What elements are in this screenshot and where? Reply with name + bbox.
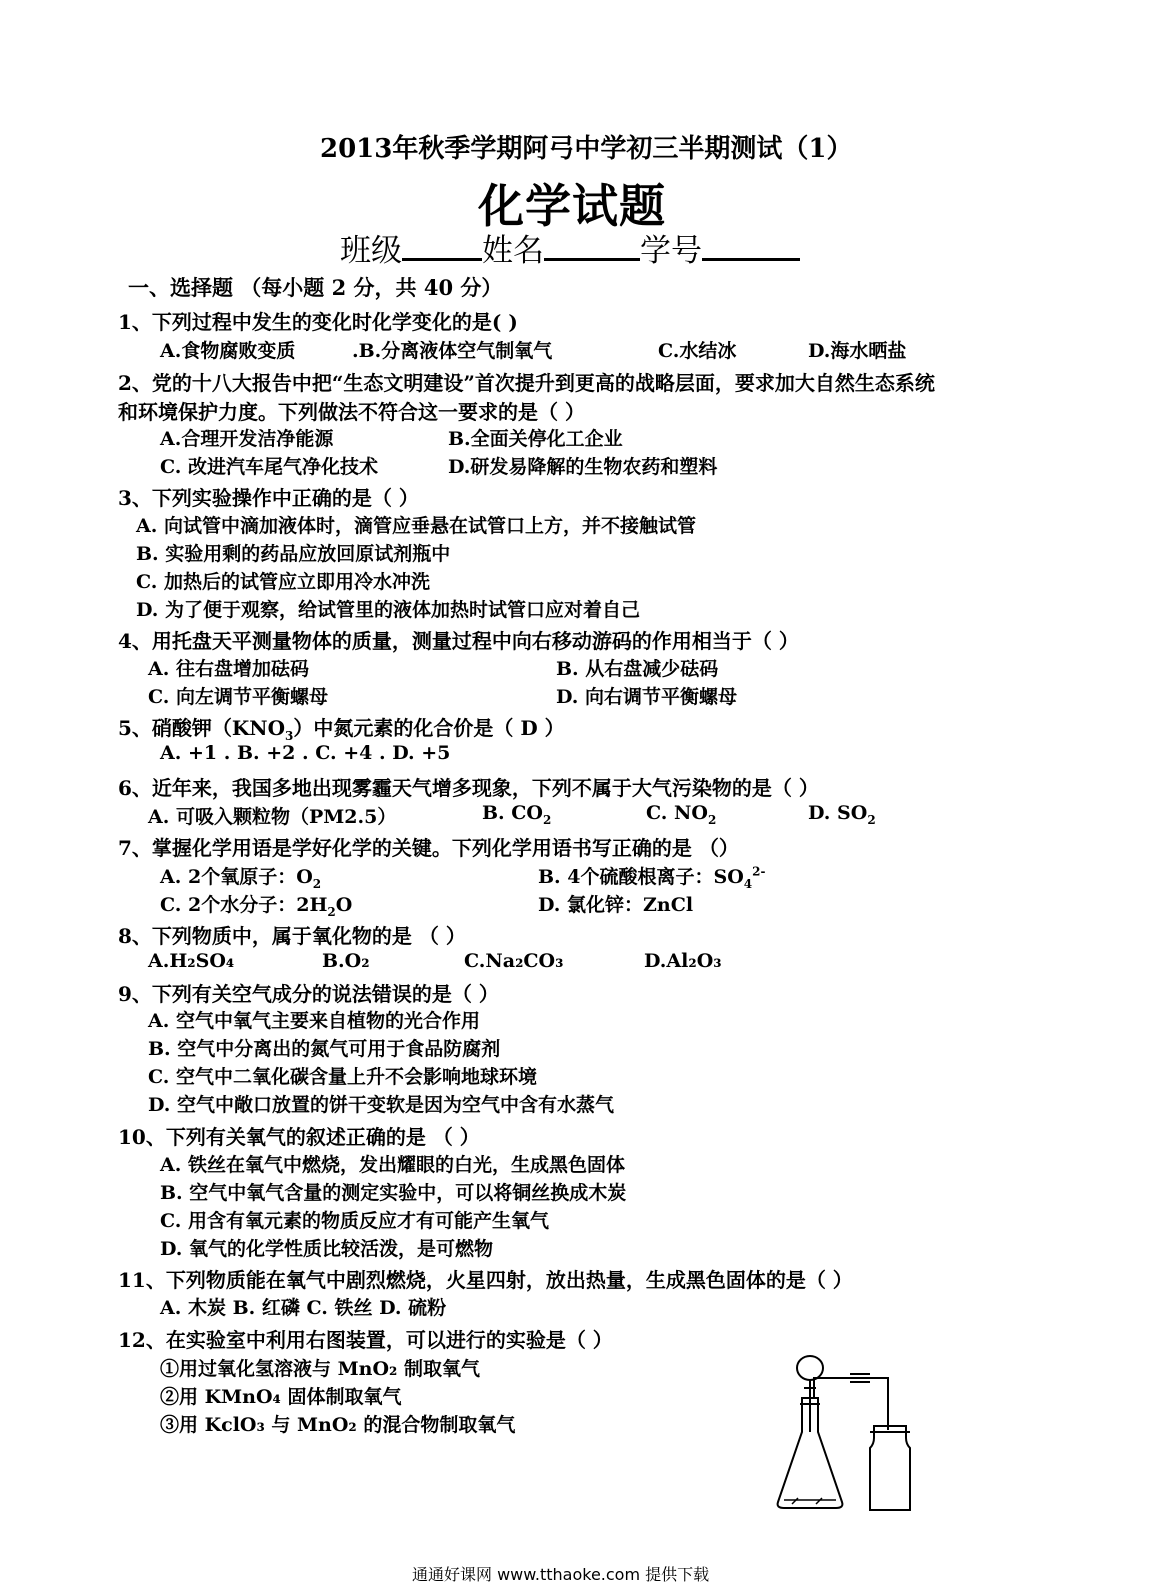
q4-option-a: A. 往右盘增加砝码 bbox=[148, 658, 309, 680]
question-8-stem: 8、下列物质中，属于氧化物的是 （ ） bbox=[118, 924, 466, 948]
q9-option-d: D. 空气中敞口放置的饼干变软是因为空气中含有水蒸气 bbox=[148, 1094, 615, 1116]
q1-option-b: .B.分离液体空气制氧气 bbox=[352, 340, 553, 362]
q3-option-a: A. 向试管中滴加液体时，滴管应垂悬在试管口上方，并不接触试管 bbox=[136, 515, 696, 537]
q7-option-b: B. 4个硫酸根离子：$SO_4^{2-}$ bbox=[538, 864, 766, 891]
q11-options: A. 木炭 B. 红磷 C. 铁丝 D. 硫粉 bbox=[160, 1297, 447, 1319]
question-12-stem: 12、在实验室中利用右图装置，可以进行的实验是（ ） bbox=[118, 1328, 613, 1352]
q8-option-a: A.H₂SO₄ bbox=[148, 950, 235, 972]
q8-option-b: B.O₂ bbox=[322, 950, 370, 972]
q3-option-d: D. 为了便于观察，给试管里的液体加热时试管口应对着自己 bbox=[136, 599, 641, 621]
question-9-stem: 9、下列有关空气成分的说法错误的是（ ） bbox=[118, 982, 499, 1006]
question-10-stem: 10、下列有关氧气的叙述正确的是 （ ） bbox=[118, 1125, 480, 1149]
q7-option-d: D. 氯化锌：ZnCl bbox=[538, 894, 694, 916]
q6-option-b: B. $CO_2$ bbox=[482, 802, 552, 827]
q3-option-b: B. 实验用剩的药品应放回原试剂瓶中 bbox=[136, 543, 451, 565]
q10-option-c: C. 用含有氧元素的物质反应才有可能产生氧气 bbox=[160, 1210, 550, 1232]
q4-option-d: D. 向右调节平衡螺母 bbox=[556, 686, 738, 708]
name-label: 姓名 bbox=[482, 233, 544, 269]
q6-option-c: C. $NO_2$ bbox=[646, 802, 717, 827]
q12-statement-2: ②用 KMnO₄ 固体制取氧气 bbox=[160, 1386, 402, 1408]
q1-option-c: C.水结冰 bbox=[658, 340, 737, 362]
q9-option-b: B. 空气中分离出的氮气可用于食品防腐剂 bbox=[148, 1038, 501, 1060]
question-2-stem-line1: 2、党的十八大报告中把“生态文明建设”首次提升到更高的战略层面，要求加大自然生态系统 bbox=[118, 371, 935, 395]
q10-option-d: D. 氧气的化学性质比较活泼，是可燃物 bbox=[160, 1238, 494, 1260]
student-info-line bbox=[340, 225, 800, 270]
q4-option-c: C. 向左调节平衡螺母 bbox=[148, 686, 329, 708]
q2-option-b: B.全面关停化工企业 bbox=[448, 428, 623, 450]
q2-option-c: C. 改进汽车尾气净化技术 bbox=[160, 456, 379, 478]
q4-option-b: B. 从右盘减少砝码 bbox=[556, 658, 719, 680]
question-6-stem: 6、近年来，我国多地出现雾霾天气增多现象，下列不属于大气污染物的是（ ） bbox=[118, 776, 819, 800]
q9-option-c: C. 空气中二氧化碳含量上升不会影响地球环境 bbox=[148, 1066, 538, 1088]
class-blank bbox=[402, 232, 482, 261]
q6-option-a: A. 可吸入颗粒物（PM2.5） bbox=[148, 806, 397, 828]
gas-generation-apparatus-diagram bbox=[770, 1352, 950, 1522]
footer-credit: 通通好课网 www.tthaoke.com 提供下载 bbox=[412, 1565, 710, 1584]
number-blank bbox=[702, 232, 800, 261]
section-title: 一、选择题 （每小题 2 分，共 40 分） bbox=[128, 275, 503, 300]
q12-statement-3: ③用 KclO₃ 与 MnO₂ 的混合物制取氧气 bbox=[160, 1414, 516, 1436]
q1-option-a: A.食物腐败变质 bbox=[160, 340, 296, 362]
flask-solid-mark-2 bbox=[816, 1498, 822, 1504]
q7-option-c: C. 2个水分子：$2H_2O$ bbox=[160, 894, 353, 919]
q9-option-a: A. 空气中氧气主要来自植物的光合作用 bbox=[148, 1010, 480, 1032]
exam-title: 2013年秋季学期阿弓中学初三半期测试（1） bbox=[320, 134, 853, 164]
question-2-stem-line2: 和环境保护力度。下列做法不符合这一要求的是（ ） bbox=[118, 400, 585, 424]
question-11-stem: 11、下列物质能在氧气中剧烈燃烧，火星四射，放出热量，生成黑色固体的是（ ） bbox=[118, 1268, 853, 1292]
q2-option-a: A.合理开发洁净能源 bbox=[160, 428, 334, 450]
question-1-stem: 1、下列过程中发生的变化时化学变化的是( ) bbox=[118, 310, 518, 334]
q6-option-d: D. $SO_2$ bbox=[808, 802, 876, 827]
flask-solid-mark bbox=[792, 1498, 798, 1504]
name-blank bbox=[544, 232, 640, 261]
question-5-stem: 5、硝酸钾$(KNO_3)$中氮元素的化合价是（ D ） bbox=[118, 716, 565, 743]
q7-option-a: A. 2个氧原子：$O_2$ bbox=[160, 866, 322, 891]
question-4-stem: 4、用托盘天平测量物体的质量，测量过程中向右移动游码的作用相当于（ ） bbox=[118, 629, 799, 653]
question-7-stem: 7、掌握化学用语是学好化学的关键。下列化学用语书写正确的是 （） bbox=[118, 836, 739, 860]
subject-title: 化学试题 bbox=[478, 179, 666, 233]
q10-option-a: A. 铁丝在氧气中燃烧，发出耀眼的白光，生成黑色固体 bbox=[160, 1154, 625, 1176]
q8-option-c: C.Na₂CO₃ bbox=[464, 950, 564, 972]
collecting-bottle bbox=[870, 1426, 910, 1510]
q8-option-d: D.Al₂O₃ bbox=[644, 950, 722, 972]
q2-option-d: D.研发易降解的生物农药和塑料 bbox=[448, 456, 718, 478]
funnel-bulb bbox=[797, 1356, 823, 1380]
q10-option-b: B. 空气中氧气含量的测定实验中，可以将铜丝换成木炭 bbox=[160, 1182, 627, 1204]
q12-statement-1: ①用过氧化氢溶液与 MnO₂ 制取氧气 bbox=[160, 1358, 480, 1380]
number-label: 学号 bbox=[640, 233, 702, 269]
q1-option-d: D.海水晒盐 bbox=[808, 340, 907, 362]
delivery-tube bbox=[814, 1378, 888, 1430]
q3-option-c: C. 加热后的试管应立即用冷水冲洗 bbox=[136, 571, 431, 593]
question-3-stem: 3、下列实验操作中正确的是（ ） bbox=[118, 486, 419, 510]
q5-options: A. +1 . B. +2 . C. +4 . D. +5 bbox=[160, 742, 451, 764]
class-label: 班级 bbox=[340, 233, 402, 269]
